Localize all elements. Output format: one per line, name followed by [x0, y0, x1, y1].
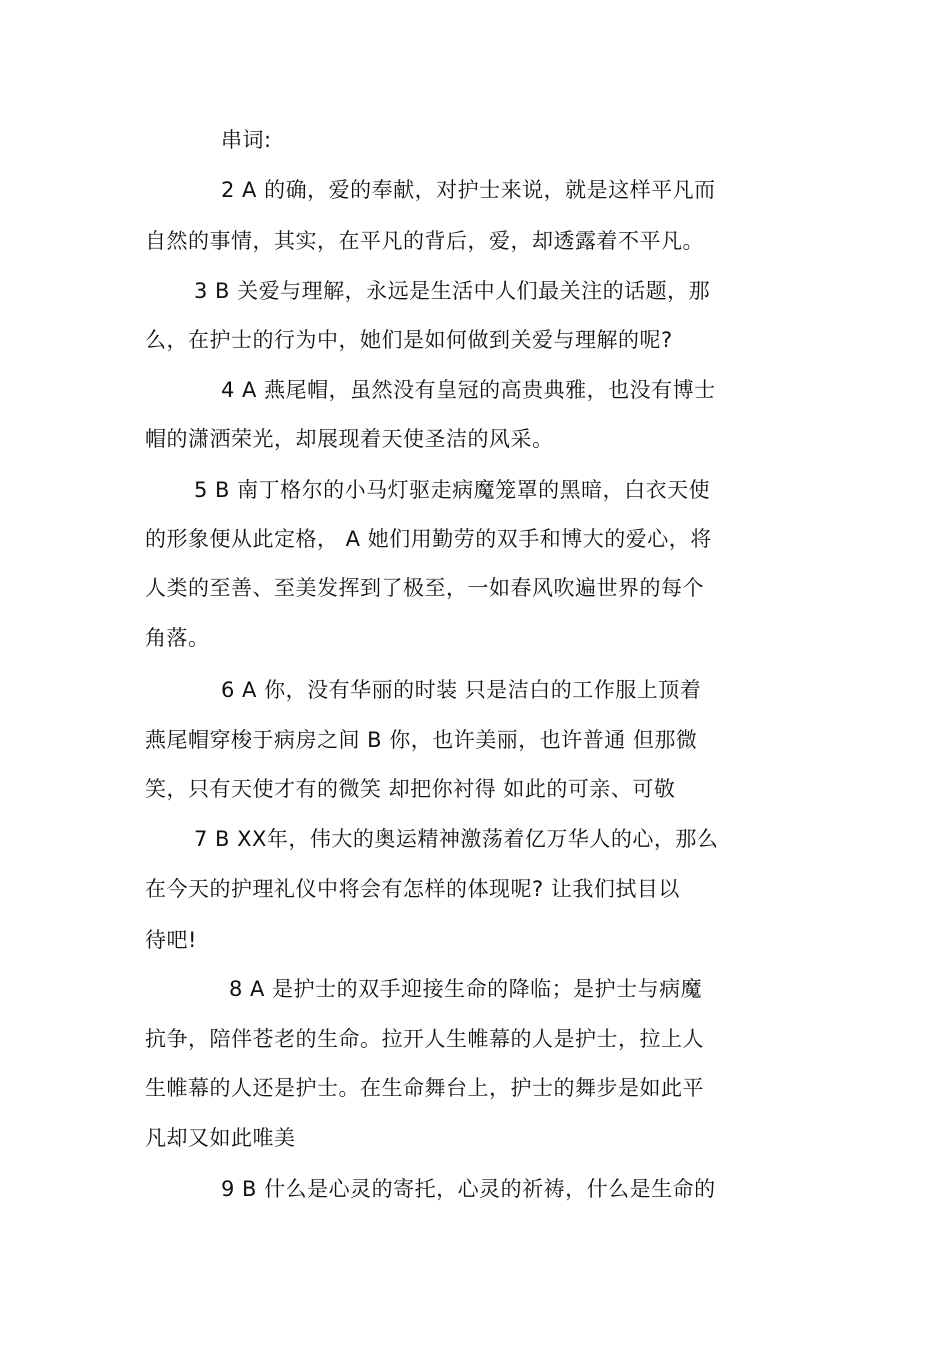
text-line: 燕尾帽穿梭于病房之间 B 你，也许美丽，也许普通 但那微: [145, 728, 698, 752]
text-line: 3 B 关爱与理解，永远是生活中人们最关注的话题，那: [194, 279, 711, 303]
text-line: 9 B 什么是心灵的寄托，心灵的祈祷，什么是生命的: [221, 1177, 716, 1201]
text-line: 4 A 燕尾帽，虽然没有皇冠的高贵典雅，也没有博士: [221, 378, 716, 402]
text-line: 5 B 南丁格尔的小马灯驱走病魔笼罩的黑暗，白衣天使: [194, 478, 711, 502]
text-line: 么，在护士的行为中，她们是如何做到关爱与理解的呢?: [145, 328, 673, 352]
text-line: 2 A 的确，爱的奉献，对护士来说，就是这样平凡而: [221, 178, 716, 202]
text-line: 待吧!: [145, 928, 197, 952]
text-line: 生帷幕的人还是护士。在生命舞台上，护士的舞步是如此平: [145, 1076, 704, 1100]
text-line: 角落。: [145, 626, 210, 650]
text-line: 自然的事情，其实，在平凡的背后，爱，却透露着不平凡。: [145, 229, 704, 253]
text-line: 在今天的护理礼仪中将会有怎样的体现呢? 让我们拭目以: [145, 877, 680, 901]
text-line: 人类的至善、至美发挥到了极至，一如春风吹遍世界的每个: [145, 576, 704, 600]
text-line: 的形象便从此定格， A 她们用勤劳的双手和博大的爱心，将: [145, 527, 712, 551]
heading: 串词:: [221, 128, 272, 152]
text-line: 8 A 是护士的双手迎接生命的降临；是护士与病魔: [229, 977, 703, 1001]
text-line: 抗争，陪伴苍老的生命。拉开人生帷幕的人是护士，拉上人: [145, 1027, 704, 1051]
text-line: 凡却又如此唯美: [145, 1126, 296, 1150]
text-line: 7 B XX年，伟大的奥运精神激荡着亿万华人的心，那么: [194, 827, 719, 851]
text-line: 笑，只有天使才有的微笑 却把你衬得 如此的可亲、可敬: [145, 777, 676, 801]
text-line: 6 A 你，没有华丽的时装 只是洁白的工作服上顶着: [221, 678, 702, 702]
text-line: 帽的潇洒荣光，却展现着天使圣洁的风采。: [145, 427, 554, 451]
